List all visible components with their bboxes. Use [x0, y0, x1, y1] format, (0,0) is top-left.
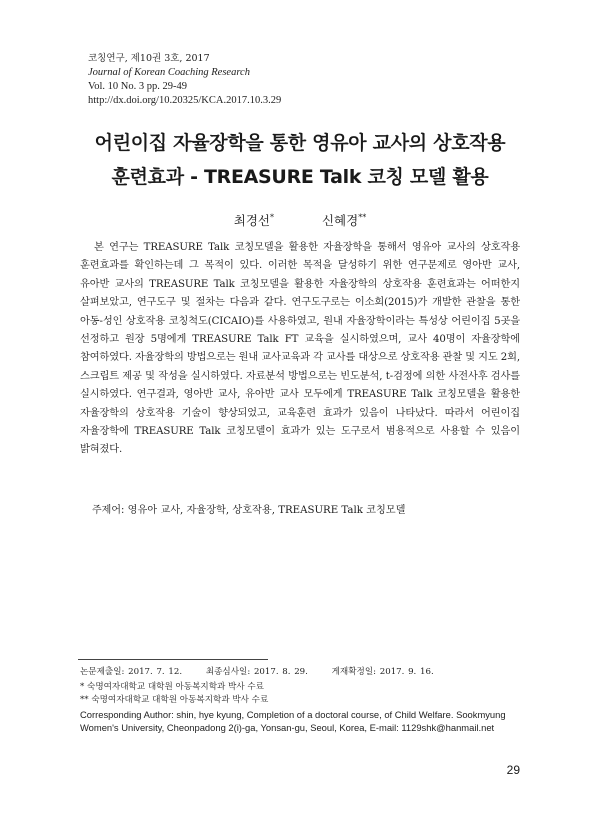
date-received: 논문제출일: 2017. 7. 12. — [80, 667, 183, 677]
keywords-text: 영유아 교사, 자율장학, 상호작용, TREASURE Talk 코칭모델 — [127, 505, 406, 516]
abstract-text: 본 연구는 TREASURE Talk 코칭모델을 활용한 자율장학을 통해서 영유아 교사의 상호작용 훈련효과를 확인하는데 그 목적이 있다. 이러한 목적을 달성하기 위한 연구문제로 영아반 교사, 유아반 교사의 TREASURE Talk 코칭모델을 활용한 자율장학의 상호작용 훈련효과는 어떠한지 살펴보았고, 연구도구 및 절차는 다음과 같다. 연구도구로는 이소희(2015)가 개발한 관찰을 통한 아동-성인 상호작용 코칭척도(CICAIO)를 사용하였고, 원내 자율장학이라는 특성상 어린이집 5곳을 선정하고 원장 5명에게 TREASURE Talk FT 교육을 실시하였으며, 교사 40명이 자율장학에 참여하였다. 자율장학의 방법으로는 원내 교사교육과 각 교사를 대상으로 상호작용 관찰 및 지도 2회, 스크립트 제공 및 작성을 실시하였다. 자료분석 방법으로는 빈도분석, t-검정에 의한 사전사후 검사를 실시하였다. 연구결과, 영아반 교사, 유아반 교사 모두에게 TREASURE Talk 코칭모델을 활용한 자율장학의 상호작용 기술이 향상되었고, 교육훈련 효과가 있음이 나타났다. 따라서 어린이집 자율장학에 TREASURE Talk 코칭모델이 효과가 있는 도구로서 범용적으로 사용할 수 있음이 밝혀졌다. — [80, 242, 520, 456]
date-reviewed: 최종심사일: 2017. 8. 29. — [205, 667, 308, 677]
footnote-divider — [78, 659, 268, 660]
author-1 — [234, 211, 274, 229]
author2-affiliation: ** 숙명여자대학교 대학원 아동복지학과 박사 수료 — [80, 695, 269, 705]
page-number: 29 — [506, 763, 520, 777]
author-2 — [322, 211, 366, 229]
corresponding-author: Corresponding Author: shin, hye kyung, Completion of a doctoral course, of Child Welfare. Sookmyung Women's University, Cheonpadong 2(i)-ga, Yonsan-gu, Seoul, Korea, E-mail: 1129shk@hanmail.net — [80, 709, 506, 733]
journal-issue-ko: 코칭연구, 제10권 3호, 2017 — [88, 53, 210, 64]
keywords-label: 주제어: — [92, 505, 125, 516]
journal-name-en: Journal of Korean Coaching Research — [88, 67, 250, 78]
author-2-name: 신혜경 — [321, 213, 359, 228]
paper-title-line2: 훈련효과 - TREASURE Talk 코칭 모델 활용 — [111, 166, 489, 188]
author1-affiliation: * 숙명여자대학교 대학원 아동복지학과 박사 수료 — [80, 682, 264, 692]
author-2-mark: ** — [358, 212, 367, 222]
author-1-mark: * — [270, 212, 274, 222]
submission-dates — [80, 666, 530, 679]
journal-header — [88, 52, 281, 108]
paper-title-line1: 어린이집 자율장학을 통한 영유아 교사의 상호작용 — [94, 132, 506, 154]
volume-pages: Vol. 10 No. 3 pp. 29-49 — [88, 81, 187, 92]
author-1-name: 최경선 — [233, 213, 270, 228]
keywords — [92, 501, 522, 516]
author-list — [0, 211, 600, 229]
doi-link[interactable]: http://dx.doi.org/10.20325/KCA.2017.10.3.29 — [88, 95, 282, 106]
date-accepted: 게재확정일: 2017. 9. 16. — [331, 667, 434, 677]
